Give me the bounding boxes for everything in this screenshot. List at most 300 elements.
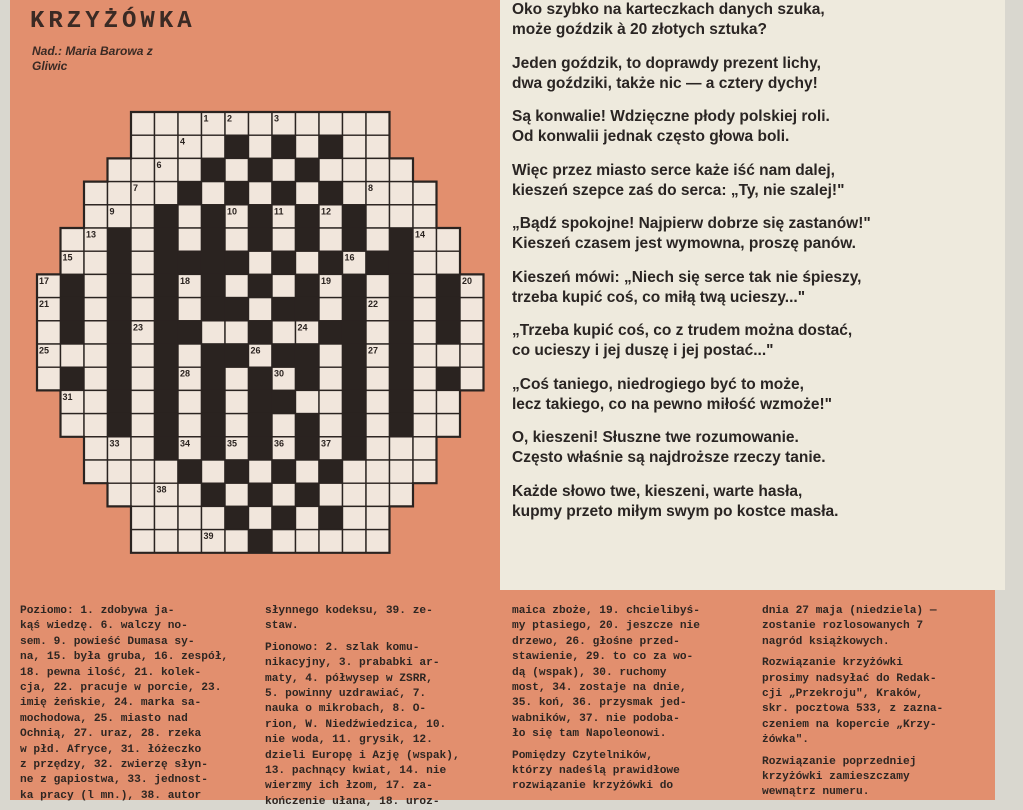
black-cell [108, 298, 132, 321]
white-cell[interactable] [319, 112, 343, 135]
cell-number: 25 [39, 345, 50, 356]
clue-line: sem. 9. powieść Dumasa sy- [20, 635, 195, 648]
white-cell[interactable] [84, 414, 108, 437]
white-cell[interactable] [460, 321, 484, 344]
white-cell[interactable] [131, 135, 155, 158]
white-cell[interactable] [319, 483, 343, 506]
black-cell [225, 135, 249, 158]
white-cell[interactable] [343, 158, 367, 181]
poem-stanza [512, 428, 992, 468]
black-cell [249, 158, 273, 181]
poem-stanza [512, 268, 992, 308]
black-cell [155, 367, 179, 390]
black-cell [343, 344, 367, 367]
cell-number: 9 [109, 206, 115, 217]
white-cell[interactable] [296, 460, 320, 483]
black-cell [390, 251, 414, 274]
white-cell[interactable] [84, 321, 108, 344]
white-cell[interactable] [296, 112, 320, 135]
white-cell[interactable] [296, 135, 320, 158]
black-cell [108, 344, 132, 367]
black-cell [155, 251, 179, 274]
white-cell[interactable] [249, 135, 273, 158]
clue-line: Pionowo: 2. szlak komu- [265, 641, 420, 654]
white-cell[interactable] [366, 506, 390, 529]
cell-number: 12 [321, 206, 332, 217]
black-cell [272, 251, 296, 274]
white-cell[interactable] [413, 390, 437, 413]
poem-line: może goździk à 20 złotych sztuka? [512, 21, 767, 38]
clues-column-4 [762, 604, 997, 801]
white-cell[interactable] [437, 390, 461, 413]
white-cell[interactable] [37, 321, 61, 344]
cell-number: 11 [274, 206, 284, 217]
white-cell[interactable] [131, 506, 155, 529]
white-cell[interactable] [296, 182, 320, 205]
white-cell[interactable] [225, 530, 249, 553]
white-cell[interactable] [225, 390, 249, 413]
cell-number: 30 [274, 368, 285, 379]
white-cell[interactable] [131, 367, 155, 390]
black-cell [155, 274, 179, 297]
black-cell [249, 414, 273, 437]
white-cell[interactable] [413, 182, 437, 205]
black-cell [296, 205, 320, 228]
white-cell[interactable] [84, 298, 108, 321]
white-cell[interactable] [413, 321, 437, 344]
white-cell[interactable] [366, 390, 390, 413]
cell-number: 34 [180, 438, 191, 449]
white-cell[interactable] [131, 530, 155, 553]
white-cell[interactable] [319, 367, 343, 390]
black-cell [343, 205, 367, 228]
clue-line: kończenie ułana, 18. uroz- [265, 795, 440, 808]
white-cell[interactable] [272, 530, 296, 553]
clue-line: którzy nadeślą prawidłowe [512, 765, 680, 778]
black-cell [437, 321, 461, 344]
white-cell[interactable] [272, 321, 296, 344]
poem-stanza [512, 482, 992, 522]
clue-line: 35. koń, 36. przysmak jed- [512, 697, 687, 710]
clue-line: w płd. Afryce, 31. łóżeczko [20, 743, 202, 756]
white-cell[interactable] [413, 344, 437, 367]
clue-line: z przędzy, 32. zwierzę słyn- [20, 759, 208, 772]
black-cell [202, 205, 226, 228]
cell-number: 27 [368, 345, 379, 356]
cell-number: 36 [274, 438, 285, 449]
clues-column-1 [20, 604, 250, 804]
black-cell [225, 298, 249, 321]
white-cell[interactable] [390, 158, 414, 181]
white-cell[interactable] [84, 367, 108, 390]
white-cell[interactable] [366, 437, 390, 460]
poem-line: Od konwalii jednak często głowa boli. [512, 128, 790, 145]
white-cell[interactable] [390, 437, 414, 460]
cell-number: 23 [133, 322, 144, 333]
white-cell[interactable] [319, 414, 343, 437]
poem [512, 0, 992, 535]
white-cell[interactable] [225, 414, 249, 437]
white-cell[interactable] [413, 205, 437, 228]
white-cell[interactable] [202, 135, 226, 158]
white-cell[interactable] [413, 274, 437, 297]
black-cell [202, 483, 226, 506]
white-cell[interactable] [178, 158, 202, 181]
white-cell[interactable] [202, 321, 226, 344]
cell-number: 19 [321, 275, 332, 286]
white-cell[interactable] [249, 112, 273, 135]
black-cell [272, 344, 296, 367]
clue-line: Poziomo: 1. zdobywa ja- [20, 605, 175, 617]
poem-line: lecz takiego, co na pewno miłość wzmoże!" [512, 395, 833, 413]
white-cell[interactable] [225, 228, 249, 251]
white-cell[interactable] [131, 344, 155, 367]
cell-number: 7 [133, 183, 139, 194]
white-cell[interactable] [225, 321, 249, 344]
white-cell[interactable] [155, 112, 179, 135]
white-cell[interactable] [366, 205, 390, 228]
black-cell [319, 135, 343, 158]
white-cell[interactable] [84, 390, 108, 413]
crossword-title: KRZYŻÓWKA [30, 8, 196, 35]
black-cell [296, 437, 320, 460]
poem-line: trzeba kupić coś, co miłą twą ucieszy..." [512, 288, 806, 306]
clue-line: prosimy nadsyłać do Redak- [762, 672, 937, 685]
cell-number: 17 [39, 275, 50, 286]
black-cell [225, 506, 249, 529]
cell-number: 33 [109, 438, 120, 449]
clue-line: maica zboże, 19. chcielibyś- [512, 605, 700, 617]
white-cell[interactable] [249, 298, 273, 321]
poem-line: O, kieszeni! Słuszne twe rozumowanie. [512, 429, 799, 446]
byline: Nad.: Maria Barowa z Gliwic [32, 44, 153, 73]
black-cell [61, 298, 85, 321]
black-cell [343, 274, 367, 297]
black-cell [249, 437, 273, 460]
poem-stanza [512, 107, 992, 147]
cell-number: 4 [180, 136, 186, 147]
white-cell[interactable] [225, 158, 249, 181]
white-cell[interactable] [319, 344, 343, 367]
black-cell [437, 367, 461, 390]
white-cell[interactable] [343, 460, 367, 483]
white-cell[interactable] [84, 437, 108, 460]
white-cell[interactable] [296, 530, 320, 553]
white-cell[interactable] [155, 135, 179, 158]
black-cell [108, 228, 132, 251]
clue-line: kąś wiedzę. 6. walczy no- [20, 620, 188, 633]
white-cell[interactable] [131, 274, 155, 297]
white-cell[interactable] [108, 483, 132, 506]
black-cell [319, 182, 343, 205]
white-cell[interactable] [319, 390, 343, 413]
white-cell[interactable] [366, 228, 390, 251]
white-cell[interactable] [178, 344, 202, 367]
black-cell [202, 251, 226, 274]
black-cell [202, 158, 226, 181]
white-cell[interactable] [366, 112, 390, 135]
white-cell[interactable] [366, 414, 390, 437]
black-cell [202, 274, 226, 297]
cell-number: 1 [203, 113, 209, 124]
black-cell [296, 414, 320, 437]
clue-line: stawienie, 29. to co za wo- [512, 651, 694, 664]
white-cell[interactable] [155, 506, 179, 529]
white-cell[interactable] [390, 182, 414, 205]
black-cell [343, 414, 367, 437]
black-cell [319, 321, 343, 344]
clue-line: dnia 27 maja (niedziela) — [762, 605, 937, 617]
white-cell[interactable] [437, 414, 461, 437]
black-cell [155, 228, 179, 251]
white-cell[interactable] [155, 460, 179, 483]
white-cell[interactable] [202, 460, 226, 483]
clue-line: my ptasiego, 20. jeszcze nie [512, 620, 700, 633]
black-cell [343, 228, 367, 251]
white-cell[interactable] [413, 437, 437, 460]
black-cell [155, 205, 179, 228]
white-cell[interactable] [366, 483, 390, 506]
white-cell[interactable] [178, 228, 202, 251]
black-cell [296, 158, 320, 181]
poem-line: Każde słowo twe, kieszeni, warte hasła, [512, 482, 803, 500]
clue-line: wierzmy ich łzom, 17. za- [265, 780, 433, 793]
white-cell[interactable] [131, 390, 155, 413]
white-cell[interactable] [319, 530, 343, 553]
white-cell[interactable] [249, 182, 273, 205]
white-cell[interactable] [249, 251, 273, 274]
black-cell [296, 228, 320, 251]
white-cell[interactable] [131, 483, 155, 506]
poem-line: Kieszeń czasem jest wymowna, proszę panów. [512, 235, 856, 252]
cell-number: 39 [203, 531, 214, 542]
white-cell[interactable] [366, 158, 390, 181]
black-cell [366, 251, 390, 274]
white-cell[interactable] [155, 182, 179, 205]
black-cell [61, 321, 85, 344]
white-cell[interactable] [131, 414, 155, 437]
white-cell[interactable] [178, 530, 202, 553]
white-cell[interactable] [37, 367, 61, 390]
white-cell[interactable] [343, 135, 367, 158]
white-cell[interactable] [131, 460, 155, 483]
black-cell [202, 390, 226, 413]
white-cell[interactable] [460, 344, 484, 367]
white-cell[interactable] [366, 274, 390, 297]
black-cell [272, 135, 296, 158]
cell-number: 18 [180, 275, 191, 286]
poem-line: Oko szybko na karteczkach danych szuka, [512, 1, 825, 18]
clue-line: skr. pocztowa 533, z zazna- [762, 703, 944, 716]
clues-column-2 [265, 604, 500, 810]
cell-number: 37 [321, 438, 332, 449]
black-cell [108, 367, 132, 390]
white-cell[interactable] [272, 483, 296, 506]
white-cell[interactable] [178, 483, 202, 506]
white-cell[interactable] [178, 506, 202, 529]
poem-stanza [512, 0, 992, 40]
clue-line: imię żeńskie, 24. marka sa- [20, 697, 202, 710]
poem-stanza [512, 375, 992, 415]
black-cell [343, 367, 367, 390]
poem-stanza [512, 54, 992, 94]
white-cell[interactable] [296, 390, 320, 413]
black-cell [343, 437, 367, 460]
poem-line: „Trzeba kupić coś, co z trudem można dostać, [512, 322, 853, 339]
black-cell [155, 298, 179, 321]
white-cell[interactable] [225, 274, 249, 297]
clue-line: mochodowa, 25. miasto nad [20, 712, 188, 725]
clue-line: nagród książkowych. [762, 635, 890, 648]
white-cell[interactable] [178, 414, 202, 437]
cell-number: 31 [62, 391, 73, 402]
black-cell [390, 321, 414, 344]
white-cell[interactable] [413, 414, 437, 437]
black-cell [249, 228, 273, 251]
white-cell[interactable] [225, 367, 249, 390]
white-cell[interactable] [178, 298, 202, 321]
black-cell [155, 344, 179, 367]
white-cell[interactable] [460, 367, 484, 390]
cell-number: 38 [156, 484, 167, 495]
white-cell[interactable] [249, 460, 273, 483]
clue-line: czeniem na kopercie „Krzy- [762, 718, 937, 731]
black-cell [343, 390, 367, 413]
white-cell[interactable] [413, 298, 437, 321]
white-cell[interactable] [225, 483, 249, 506]
clue-line: maty, 4. półwysep w ZSRR, [265, 672, 433, 685]
white-cell[interactable] [84, 182, 108, 205]
black-cell [319, 506, 343, 529]
white-cell[interactable] [108, 158, 132, 181]
white-cell[interactable] [413, 367, 437, 390]
white-cell[interactable] [413, 460, 437, 483]
white-cell[interactable] [61, 344, 85, 367]
black-cell [296, 367, 320, 390]
white-cell[interactable] [343, 112, 367, 135]
white-cell[interactable] [390, 460, 414, 483]
black-cell [343, 321, 367, 344]
black-cell [296, 298, 320, 321]
white-cell[interactable] [437, 228, 461, 251]
clue-line: 18. pewna ilość, 21. kolek- [20, 666, 202, 679]
white-cell[interactable] [437, 251, 461, 274]
white-cell[interactable] [366, 135, 390, 158]
white-cell[interactable] [272, 158, 296, 181]
white-cell[interactable] [249, 506, 273, 529]
white-cell[interactable] [202, 506, 226, 529]
white-cell[interactable] [343, 483, 367, 506]
clue-line: nauka o mikrobach, 8. O- [265, 703, 427, 716]
black-cell [272, 506, 296, 529]
clue-line: ne z gapiostwa, 33. jednost- [20, 774, 208, 787]
cell-number: 3 [274, 113, 280, 124]
clue-line: krzyżówki zamieszczamy [762, 771, 910, 784]
white-cell[interactable] [437, 344, 461, 367]
white-cell[interactable] [178, 205, 202, 228]
white-cell[interactable] [84, 251, 108, 274]
white-cell[interactable] [131, 298, 155, 321]
white-cell[interactable] [178, 112, 202, 135]
clue-line: ka pracy (l mn.), 38. autor [20, 789, 202, 802]
white-cell[interactable] [272, 228, 296, 251]
white-cell[interactable] [272, 414, 296, 437]
poem-line: Są konwalie! Wdzięczne płody polskiej roli. [512, 108, 830, 125]
black-cell [155, 390, 179, 413]
white-cell[interactable] [108, 460, 132, 483]
clue-line: drzewo, 26. głośne przed- [512, 635, 680, 648]
white-cell[interactable] [202, 182, 226, 205]
white-cell[interactable] [131, 158, 155, 181]
white-cell[interactable] [131, 228, 155, 251]
cell-number: 22 [368, 299, 379, 310]
white-cell[interactable] [108, 182, 132, 205]
white-cell[interactable] [84, 205, 108, 228]
white-cell[interactable] [366, 367, 390, 390]
black-cell [390, 414, 414, 437]
white-cell[interactable] [61, 228, 85, 251]
white-cell[interactable] [343, 506, 367, 529]
white-cell[interactable] [131, 205, 155, 228]
white-cell[interactable] [131, 112, 155, 135]
white-cell[interactable] [390, 205, 414, 228]
black-cell [108, 414, 132, 437]
clue-line: staw. [265, 620, 299, 633]
white-cell[interactable] [296, 506, 320, 529]
white-cell[interactable] [460, 298, 484, 321]
poem-line: Kieszeń mówi: „Niech się serce tak nie śpieszy, [512, 268, 862, 286]
white-cell[interactable] [272, 274, 296, 297]
cell-number: 20 [462, 275, 473, 286]
black-cell [225, 182, 249, 205]
white-cell[interactable] [319, 228, 343, 251]
white-cell[interactable] [131, 437, 155, 460]
white-cell[interactable] [413, 251, 437, 274]
white-cell[interactable] [343, 530, 367, 553]
clue-line: most, 34. zostaje na dnie, [512, 682, 687, 695]
white-cell[interactable] [296, 251, 320, 274]
cell-number: 24 [297, 322, 308, 333]
white-cell[interactable] [84, 344, 108, 367]
white-cell[interactable] [343, 182, 367, 205]
white-cell[interactable] [319, 298, 343, 321]
white-cell[interactable] [178, 390, 202, 413]
black-cell [249, 367, 273, 390]
white-cell[interactable] [366, 321, 390, 344]
white-cell[interactable] [84, 274, 108, 297]
cell-number: 26 [250, 345, 261, 356]
white-cell[interactable] [61, 414, 85, 437]
white-cell[interactable] [366, 460, 390, 483]
black-cell [343, 298, 367, 321]
black-cell [272, 182, 296, 205]
white-cell[interactable] [366, 530, 390, 553]
clue-line: na, 15. była gruba, 16. zespół, [20, 651, 229, 664]
clue-line: cji „Przekroju", Kraków, [762, 688, 924, 701]
black-cell [272, 298, 296, 321]
white-cell[interactable] [390, 483, 414, 506]
cell-number: 2 [227, 113, 233, 124]
black-cell [390, 298, 414, 321]
poem-stanza [512, 321, 992, 361]
white-cell[interactable] [155, 530, 179, 553]
white-cell[interactable] [84, 460, 108, 483]
white-cell[interactable] [131, 251, 155, 274]
cell-number: 35 [227, 438, 238, 449]
black-cell [296, 274, 320, 297]
white-cell[interactable] [319, 158, 343, 181]
cell-number: 6 [156, 159, 162, 170]
